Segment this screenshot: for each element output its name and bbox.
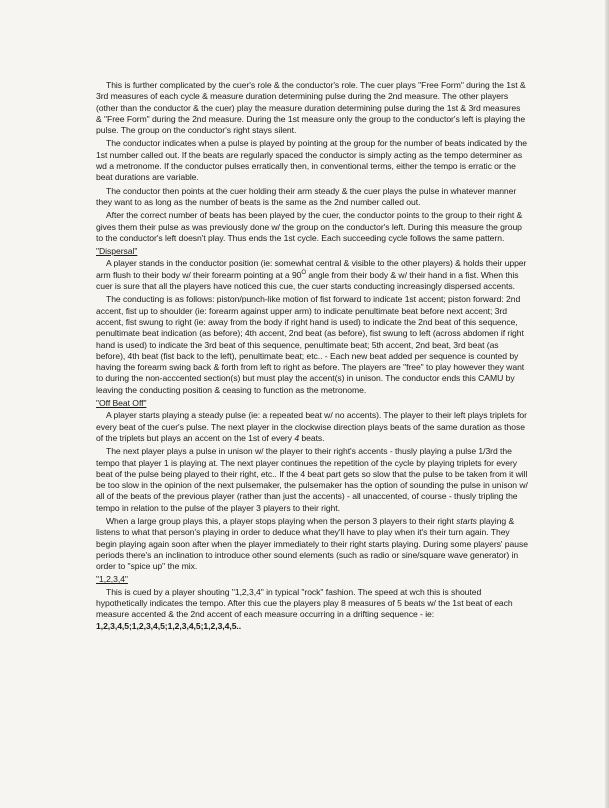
paragraph-dispersal-conducting: The conducting is as follows: piston/punch-like motion of fist forward to indicate 1st accent; piston forward: 2nd accent, fist up to shoulder (ie: forearm against upper arm) to indicate penultimate beat before next accent; 3rd accent, fist swung to right (ie: away from the body if right hand is used) to indicate the 2nd beat of this sequence, penultimate beat indication (as before); 4th accent, 2nd beat (as before), fist swung to left (across abdomen if right hand is used) to indicate the 3rd beat of this sequence, penultimate beat; 5th accent, 2nd beat, 3rd beat (as before), 4th beat (fist back to the left), penultimate beat; etc.. - Each new beat added per sequence is counted by having the forearm swing back & forth from left to right as before. The players are "free" to play however they want to during the non-acccented section(s) but must play the accent(s) in unison. The conductor ends this CAMU by leaving the conducting position & ceasing to function as the metronome.: [96, 294, 525, 395]
text-run: playing & listens to what that person's playing in order to deduce what they'll have to play when it's their turn again. They begin playing again soon after when the player immediately to their right starts playing. During some players' pause periods there's an inclination to introduce other sound elements (such as radio or sine/square wave generator) in order to "spice up" the mix.: [96, 515, 528, 572]
page-edge-shadow: [605, 0, 609, 808]
paragraph-off-beat-large-group: [96, 516, 528, 572]
paragraph-off-beat-next-player: The next player plays a pulse in unison w/ the player to their right's accents - thusly playing a pulse 1/3rd the tempo that player 1 is playing at. The next player continues the repetition of the cycle by playing triplets for every beat of the pulse being played to their right, etc.. If the 4 beat part gets so slow that the pulse to be taken from it will be too slow in the opinion of the next pulsemaker, the pulsemaker has the option of sounding the pulse in unison w/ all of the beats of the previous player (rather than just the accents) - all unaccented, of course - thusly tripling the tempo in relation to the pulse of the player 3 players to their right.: [96, 446, 528, 513]
heading-1234: "1,2,3,4": [96, 574, 128, 585]
paragraph-off-beat-setup: [96, 410, 528, 444]
paragraph-conductor-points-cuer: The conductor then points at the cuer holding their arm steady & the cuer plays the pulse in whatever manner they want to as long as the number of beats is the same as the 2nd number called out.: [96, 185, 517, 207]
paragraph-conductor-pulse: The conductor indicates when a pulse is played by pointing at the group for the number of beats indicated by the 1st number called out. If the beats are regularly spaced the conductor is simply acting as the tempo determiner as wd a metronome. If the conductor pulses erratically then, in conventional terms, either the tempo is erratic or the beat durations are variable.: [96, 138, 528, 183]
degree-superscript: O: [301, 269, 307, 276]
text-run: When a large group plays this, a player stops playing when the person 3 players to their right: [106, 515, 457, 526]
document-body: [96, 80, 528, 634]
paragraph-end-of-cycle: After the correct number of beats has been played by the cuer, the conductor points to the group to their right & gives them their pulse as was previously done w/ the group on the conductor's left. During this measure the group to the conductor's left doesn't play. Thus ends the 1st cycle. Each succeeding cycle follows the same pattern.: [96, 210, 523, 243]
paragraph-1234-cue: [96, 587, 528, 632]
text-run: beats.: [299, 432, 325, 443]
text-run: This is cued by a player shouting "1,2,3,4" in typical "rock" fashion. The speed at wch this is shouted hypothetically indicates the tempo. After this cue the players play 8 measures of 5 beats w/ the 1st beat of each measure accented & the 2nd accent of each measure occurring in a drifting sequence - ie:: [96, 586, 513, 620]
italic-text: starts: [456, 515, 477, 526]
paragraph-cuer-conductor-roles: This is further complicated by the cuer's role & the conductor's role. The cuer plays "Free Form" during the 1st & 3rd measures of each cycle & measure duration determining pulse during the 2nd measure. The other players (other than the conductor & the cuer) play the measure duration determining pulse during the 1st & 3rd measures & "Free Form" during the 2nd measure. During the 1st measure only the group to the conductor's left is playing the pulse. The group on the conductor's right stays silent.: [96, 80, 526, 136]
heading-dispersal: "Dispersal": [96, 246, 138, 257]
beat-sequence: 1,2,3,4,5;1,2,3,4,5;1,2,3,4,5;1,2,3,4,5..: [96, 620, 242, 631]
paragraph-dispersal-setup: [96, 258, 528, 292]
text-run: A player stands in the conductor position (ie: somewhat central & visible to the other players) & holds their upper arm flush to their body w/ their forearm pointing at a 90: [96, 258, 527, 280]
text-run: angle from their body & w/ their hand in a fist. When this cuer is sure that all the players have noticed this cue, the cuer starts conducting increasingly dispersed accents.: [96, 269, 519, 292]
text-run: A player starts playing a steady pulse (ie: a repeated beat w/ no accents). The player to their left plays triplets for every beat of the cuer's pulse. The next player in the clockwise direction plays beats of the same duration as those of the triplets but plays an accent on the 1st of every: [96, 410, 527, 443]
italic-text: 4: [294, 432, 300, 443]
heading-off-beat-off: "Off Beat Off": [96, 398, 147, 409]
